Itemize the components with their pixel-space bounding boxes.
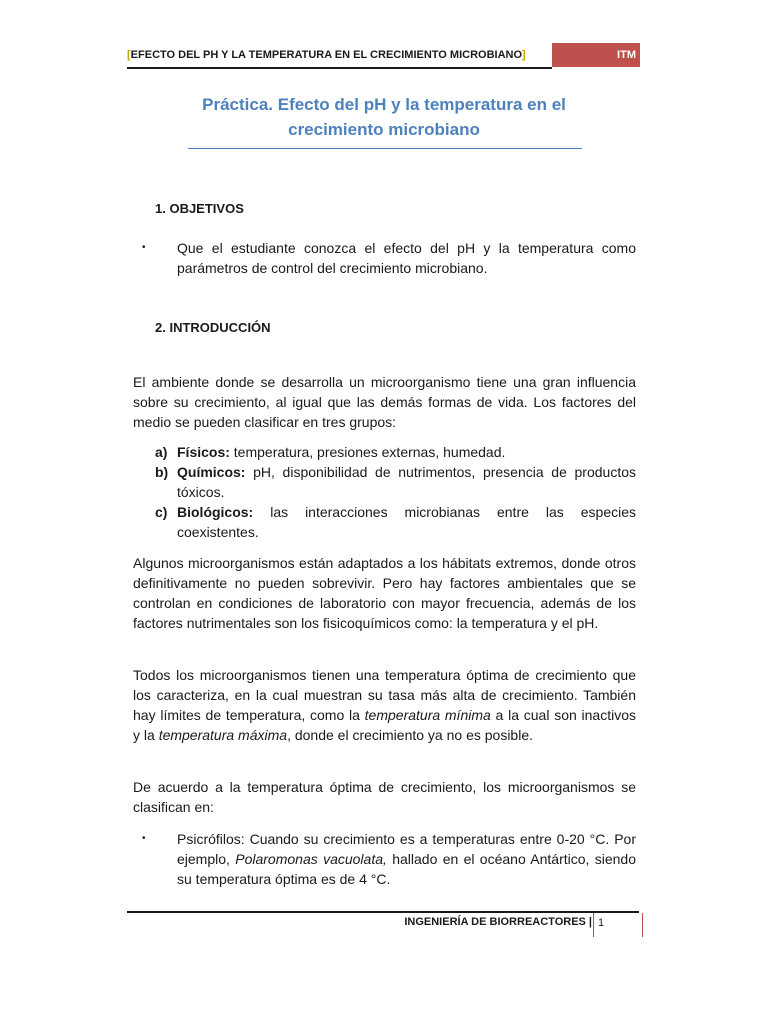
section-heading-objetivos: 1. OBJETIVOS: [155, 201, 244, 216]
footer-course: INGENIERÍA DE BIORREACTORES |: [404, 916, 592, 928]
group-letter: c): [155, 504, 168, 520]
para-italic-term: temperatura máxima: [158, 727, 288, 743]
para-text: , donde el crecimiento ya no es posible.: [287, 727, 534, 743]
intro-paragraph: El ambiente donde se desarrolla un microorganismo tiene una gran influencia sobre su crecimiento, al igual que las demás formas de vida. Los factores del medio se pueden clasificar en tres grupos:: [133, 374, 636, 430]
group-text: las interacciones microbianas entre las especies coexistentes.: [177, 504, 636, 540]
paragraph-clasificacion: De acuerdo a la temperatura óptima de crecimiento, los microorganismos se clasifican en:: [133, 779, 636, 815]
group-text: temperatura, presiones externas, humedad.: [229, 444, 506, 460]
header-bracket-close: ]: [522, 49, 526, 61]
group-letter: a): [155, 444, 168, 460]
section-heading-introduccion: 2. INTRODUCCIÓN: [155, 320, 271, 335]
bullet-text: hallado en el océano Antártico, siendo su temperatura óptima es de 4 °C.: [177, 851, 637, 887]
bullet-marker: •: [142, 242, 146, 253]
para-italic-term: temperatura mínima: [364, 707, 491, 723]
paragraph-habitats: Algunos microorganismos están adaptados a los hábitats extremos, donde otros definitivamente no pueden sobrevivir. Pero hay factores ambientales que se controlan en condiciones de laboratorio con mayor frecuencia, además de los factores nutrimentales son los fisicoquímicos como: la temperatura y el pH.: [133, 555, 636, 631]
bullet-marker: •: [142, 833, 146, 844]
para-text: Todos los microorganismos tienen una temperatura óptima de crecimiento que los caracteriza, en la cual muestran su tasa más alta de crecimiento. También hay límites de temperatura, como la: [133, 667, 636, 723]
group-text: pH, disponibilidad de nutrimentos, presencia de productos tóxicos.: [177, 464, 636, 500]
title-line-2: crecimiento microbiano: [288, 120, 480, 139]
header-institution-box: [552, 43, 640, 67]
group-label: Físicos:: [177, 444, 230, 460]
footer-page-number: 1: [598, 917, 605, 929]
para-text: a la cual son inactivos y la: [133, 707, 636, 743]
title-underline: [188, 148, 582, 149]
group-label: Biológicos:: [177, 504, 254, 520]
species-name: Polaromonas vacuolata,: [235, 851, 387, 867]
running-header-title: [127, 43, 552, 69]
footer-rule: [127, 911, 639, 913]
group-letter: b): [155, 464, 169, 480]
paragraph-temperatura: [133, 665, 636, 745]
group-item-biologicos: [155, 502, 636, 542]
bullet-text: Psicrófilos: Cuando su crecimiento es a temperaturas entre 0-20 °C. Por ejemplo,: [177, 831, 636, 867]
group-item-fisicos: [155, 442, 636, 462]
title-line-1: Práctica. Efecto del pH y la temperatura en el: [202, 95, 566, 114]
bullet-psicrofilos: [177, 829, 636, 889]
document-title: [150, 92, 618, 142]
header-institution: ITM: [617, 49, 636, 61]
header-title-text: EFECTO DEL PH Y LA TEMPERATURA EN EL CRECIMIENTO MICROBIANO: [130, 49, 523, 61]
group-label: Químicos:: [177, 464, 246, 480]
group-item-quimicos: [155, 462, 636, 502]
header-bracket-open: [: [127, 49, 131, 61]
objective-item: Que el estudiante conozca el efecto del pH y la temperatura como parámetros de control del crecimiento microbiano.: [177, 240, 636, 276]
